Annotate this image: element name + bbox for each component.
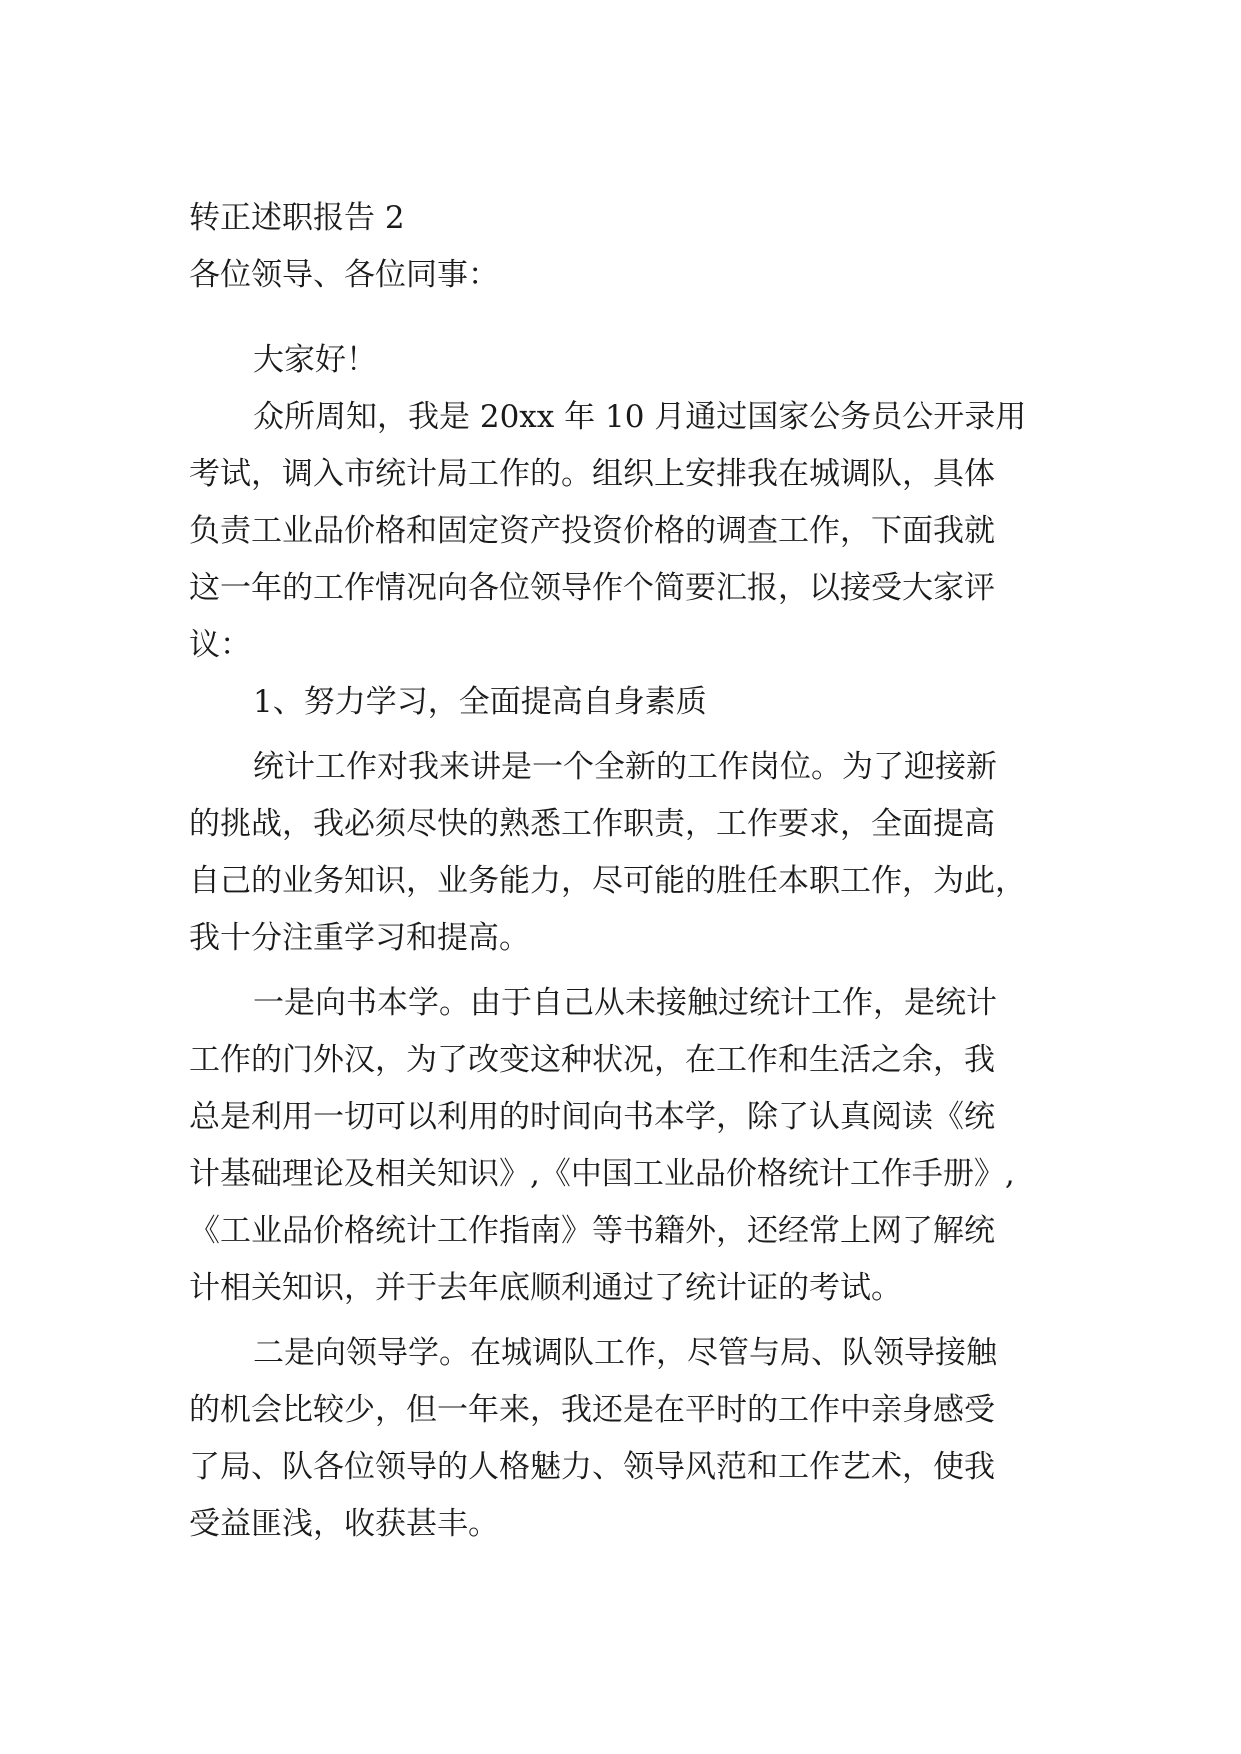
paragraph-line: 二是向领导学。在城调队工作，尽管与局、队领导接触 xyxy=(253,1335,997,1371)
paragraph-line: 统计工作对我来讲是一个全新的工作岗位。为了迎接新 xyxy=(253,749,997,785)
paragraph-line: 的机会比较少，但一年来，我还是在平时的工作中亲身感受 xyxy=(189,1392,995,1428)
paragraph-line: 自己的业务知识，业务能力，尽可能的胜任本职工作，为此， xyxy=(189,863,1026,899)
salutation: 各位领导、各位同事： xyxy=(189,257,499,293)
paragraph-line: 工作的门外汉，为了改变这种状况，在工作和生活之余，我 xyxy=(189,1042,995,1078)
paragraph-line: 了局、队各位领导的人格魅力、领导风范和工作艺术，使我 xyxy=(189,1449,995,1485)
paragraph-line: 总是利用一切可以利用的时间向书本学，除了认真阅读《统 xyxy=(189,1099,995,1135)
section-heading: 1、努力学习，全面提高自身素质 xyxy=(253,684,707,720)
intro-line: 考试，调入市统计局工作的。组织上安排我在城调队，具体 xyxy=(189,456,995,492)
paragraph-line: 一是向书本学。由于自己从未接触过统计工作，是统计 xyxy=(253,985,997,1021)
paragraph-line: 计相关知识，并于去年底顺利通过了统计证的考试。 xyxy=(189,1270,902,1306)
intro-line: 这一年的工作情况向各位领导作个简要汇报，以接受大家评 xyxy=(189,570,995,606)
paragraph-line: 我十分注重学习和提高。 xyxy=(189,920,530,956)
intro-line: 众所周知，我是 20xx 年 10 月通过国家公务员公开录用 xyxy=(253,399,1027,435)
paragraph-line: 计基础理论及相关知识》,《中国工业品价格统计工作手册》, xyxy=(189,1156,1015,1192)
paragraph-line: 《工业品价格统计工作指南》等书籍外，还经常上网了解统 xyxy=(189,1213,995,1249)
paragraph-line: 受益匪浅，收获甚丰。 xyxy=(189,1506,499,1542)
document-title: 转正述职报告 2 xyxy=(189,200,405,236)
intro-line: 负责工业品价格和固定资产投资价格的调查工作，下面我就 xyxy=(189,513,995,549)
paragraph-line: 的挑战，我必须尽快的熟悉工作职责，工作要求，全面提高 xyxy=(189,806,995,842)
greeting: 大家好！ xyxy=(253,342,377,378)
intro-line: 议： xyxy=(189,627,251,663)
